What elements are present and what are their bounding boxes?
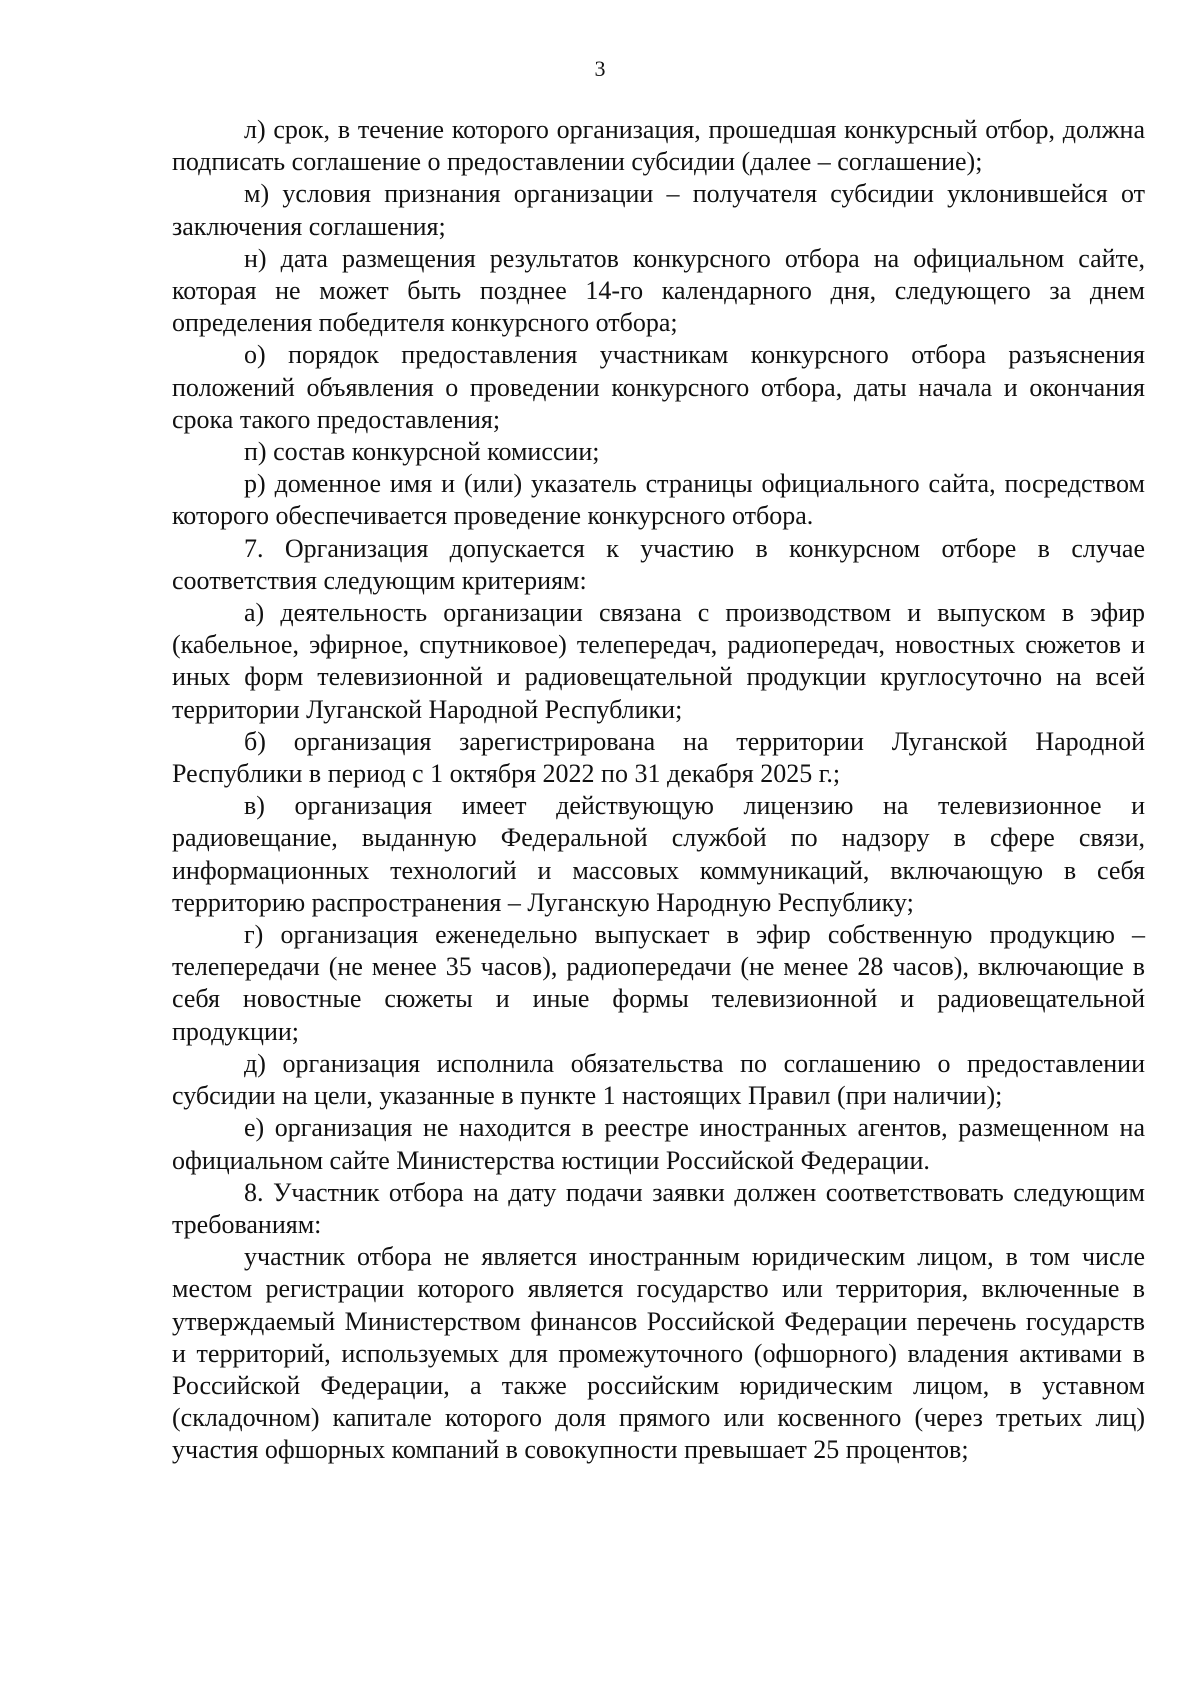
document-body [172, 114, 1145, 1467]
paragraph-7d: д) организация исполнила обязательства по соглашению о предоставлении субсидии на цели, указанные в пункте 1 настоящих Правил (при наличии); [172, 1048, 1145, 1111]
paragraph-l: л) срок, в течение которого организация, прошедшая конкурсный отбор, должна подписать соглашение о предоставлении субсидии (далее – соглашение); [172, 115, 1145, 177]
paragraph-7v: в) организация имеет действующую лицензию на телевизионное и радиовещание, выданную Федеральной службой по надзору в сфере связи, информационных технологий и массовых коммуникаций, включающую в себя территорию распространения – Луганскую Народную Республику; [172, 791, 1145, 917]
paragraph-8: 8. Участник отбора на дату подачи заявки должен соответствовать следующим требованиям: [172, 1177, 1145, 1239]
paragraph-7e: е) организация не находится в реестре иностранных агентов, размещенном на официальном сайте Министерства юстиции Российской Федерации. [172, 1113, 1145, 1175]
paragraph-7g: г) организация еженедельно выпускает в эфир собственную продукцию – телепередачи (не менее 35 часов), радиопередачи (не менее 28 часов), включающие в себя новостные сюжеты и иные формы телевизионной и радиовещательной продукции; [172, 920, 1145, 1046]
paragraph-7: 7. Организация допускается к участию в конкурсном отборе в случае соответствия следующим критериям: [172, 533, 1145, 595]
paragraph-o: о) порядок предоставления участникам конкурсного отбора разъяснения положений объявления о проведении конкурсного отбора, даты начала и окончания срока такого предоставления; [172, 340, 1145, 434]
paragraph-8-requirement: участник отбора не является иностранным юридическим лицом, в том числе местом регистрации которого является государство или территория, включенные в утверждаемый Министерством финансов Российской Федерации перечень государств и территорий, используемых для промежуточного (офшорного) владения активами в Российской Федерации, а также российским юридическим лицом, в уставном (складочном) капитале которого доля прямого или косвенного (через третьих лиц) участия офшорных компаний в совокупности превышает 25 процентов; [172, 1242, 1145, 1465]
paragraph-r: р) доменное имя и (или) указатель страницы официального сайта, посредством которого обеспечивается проведение конкурсного отбора. [172, 469, 1145, 531]
paragraph-m: м) условия признания организации – получателя субсидии уклонившейся от заключения соглашения; [172, 179, 1145, 241]
paragraph-7b: б) организация зарегистрирована на территории Луганской Народной Республики в период с 1 октября 2022 по 31 декабря 2025 г.; [172, 726, 1145, 789]
paragraph-7a: а) деятельность организации связана с производством и выпуском в эфир (кабельное, эфирное, спутниковое) телепередач, радиопередач, новостных сюжетов и иных форм телевизионной и радиовещательной продукции круглосуточно на всей территории Луганской Народной Республики; [172, 598, 1145, 724]
paragraph-n: н) дата размещения результатов конкурсного отбора на официальном сайте, которая не может быть позднее 14-го календарного дня, следующего за днем определения победителя конкурсного отбора; [172, 243, 1145, 338]
page-number: 3 [594, 56, 606, 81]
paragraph-p: п) состав конкурсной комиссии; [244, 437, 600, 467]
